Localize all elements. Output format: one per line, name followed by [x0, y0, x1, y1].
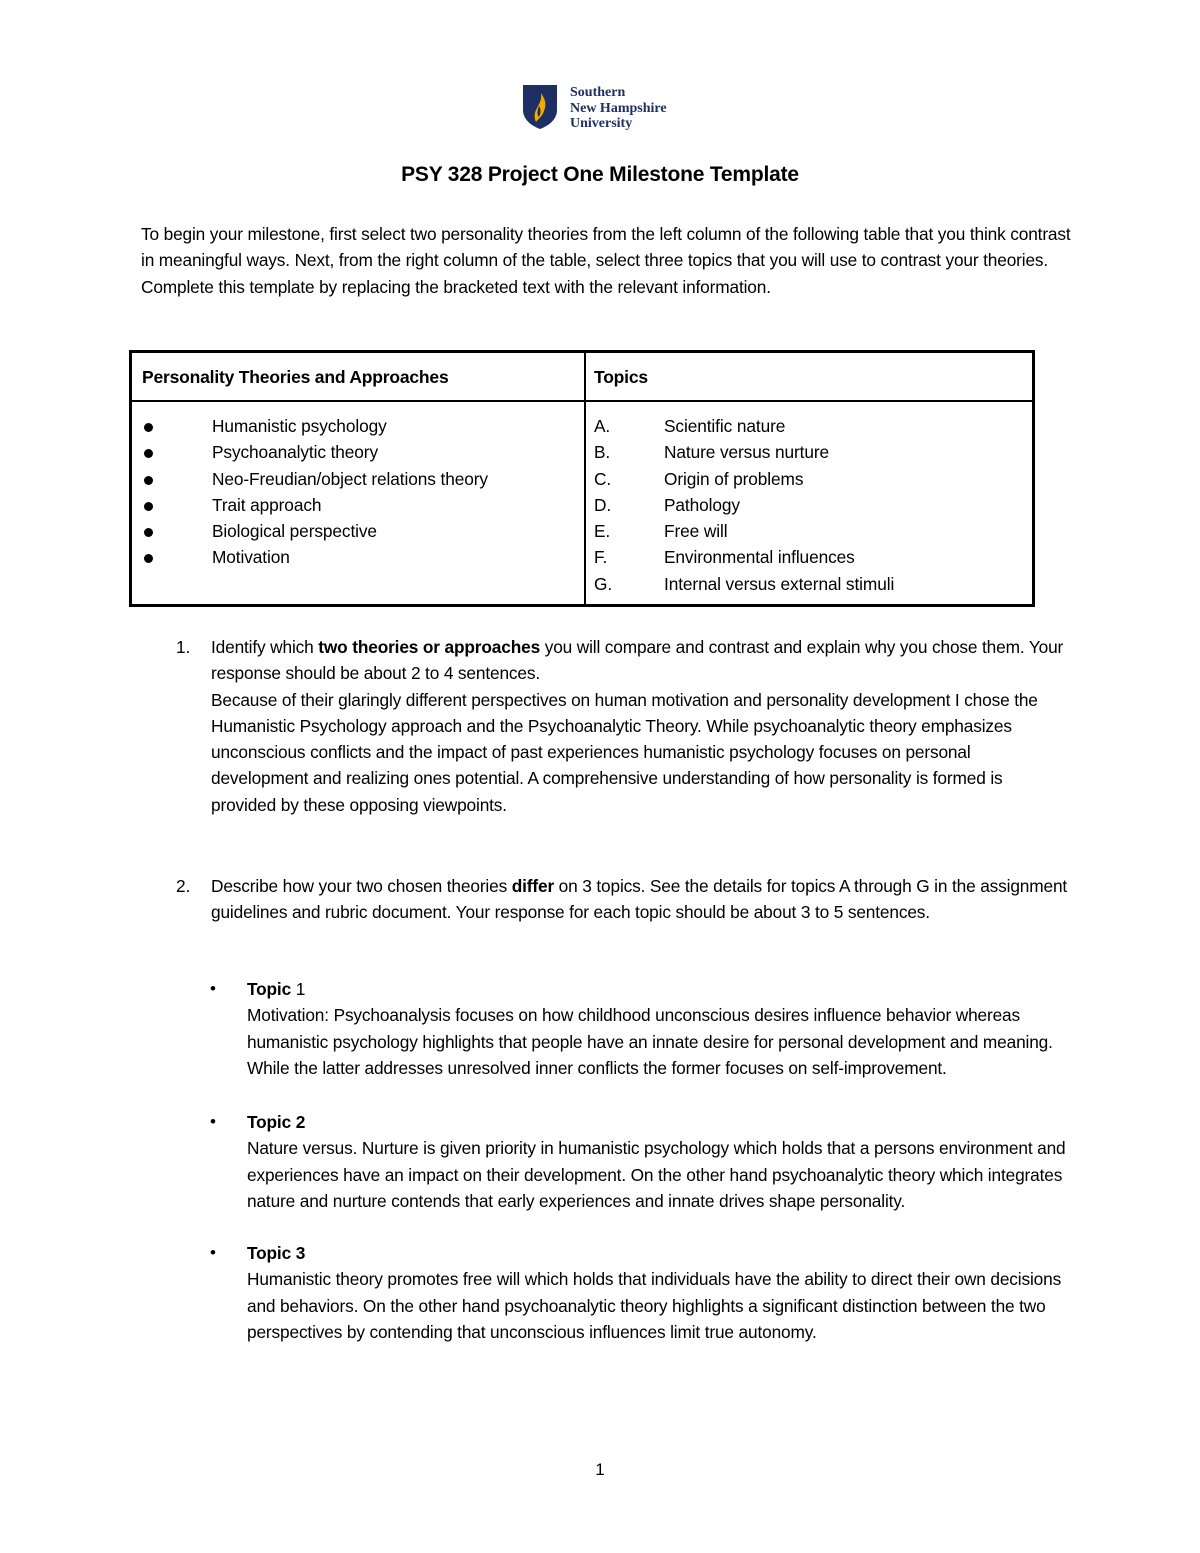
question-answer: Because of their glaringly different perspectives on human motivation and personality development I chose the Humanistic Psychology approach and the Psychoanalytic Theory. While psychoanalytic theory emphasizes unconscious conflicts and the impact of past experiences humanistic psychology focuses on personal development and realizing ones potential. A comprehensive understanding of how personality is formed is provided by these opposing viewpoints.	[211, 689, 1038, 815]
table-header-theories: Personality Theories and Approaches	[142, 367, 449, 387]
bullet-icon	[144, 502, 153, 511]
bullet-icon	[144, 449, 153, 458]
bullet-icon	[144, 554, 153, 563]
bullet-icon	[144, 476, 153, 485]
question-prompt: Describe how your two chosen theories differ on 3 topics. See the details for topics A through G in the assignment guidelines and rubric document. Your response for each topic should be about 3 to 5 sentences.	[211, 876, 1068, 923]
bullet-icon: •	[210, 979, 216, 998]
shield-flame-icon	[522, 84, 558, 130]
topic-text: Nature versus. Nurture is given priority in humanistic psychology which holds that a persons environment and experiences have an impact on their development. On the other hand psychoanalytic theory which integrates nature and nurture contends that early experiences and innate drives shape personality.	[247, 1138, 1066, 1211]
theories-topics-table: Personality Theories and Approaches Topics Humanistic psychology Psychoanalytic theory Neo-Freudian/object relations theory Trait approach Biological perspective Motivation A. Scientific nature B. Nature versus nurture C. Origin of problems D. Pathology E. Free will F. Environmental influences G. Internal versus external stimuli	[129, 350, 1035, 607]
table-header-divider	[132, 400, 1032, 402]
question-number: 1.	[176, 637, 191, 657]
table-header-topics: Topics	[594, 367, 648, 387]
topic-text: Motivation: Psychoanalysis focuses on how childhood unconscious desires influence behavior whereas humanistic psychology highlights that people have an innate desire for personal development and meaning. While the latter addresses unresolved inner conflicts the former focuses on self-improvement.	[247, 1005, 1053, 1078]
logo-line-2: New Hampshire	[570, 100, 667, 116]
table-column-divider	[584, 353, 586, 604]
university-logo	[522, 84, 667, 132]
bullet-icon	[144, 423, 153, 432]
page-number: 1	[595, 1460, 605, 1479]
question-prompt: Identify which two theories or approaches you will compare and contrast and explain why you chose them. Your response should be about 2 to 4 sentences.	[211, 637, 1064, 684]
question-body	[211, 873, 1071, 926]
bullet-icon	[144, 528, 153, 537]
topic-heading: Topic 3	[247, 1243, 306, 1263]
bullet-icon: •	[210, 1243, 216, 1262]
intro-paragraph: To begin your milestone, first select two personality theories from the left column of the following table that you think contrast in meaningful ways. Next, from the right column of the table, select three topics that you will use to contrast your theories. Complete this template by replacing the bracketed text with the relevant information.	[141, 224, 1071, 297]
topic-text: Humanistic theory promotes free will which holds that individuals have the ability to direct their own decisions and behaviors. On the other hand psychoanalytic theory highlights a significant distinction between the two perspectives by contending that unconscious influences limit true autonomy.	[247, 1269, 1062, 1342]
bullet-icon: •	[210, 1112, 216, 1131]
document-title: PSY 328 Project One Milestone Template	[401, 163, 799, 186]
logo-line-1: Southern	[570, 85, 626, 100]
question-number: 2.	[176, 876, 191, 896]
question-body	[211, 634, 1071, 818]
topic-heading: Topic 1	[247, 979, 306, 999]
logo-line-3: University	[570, 116, 633, 131]
topic-heading: Topic 2	[247, 1112, 306, 1132]
logo-wordmark	[570, 85, 667, 132]
